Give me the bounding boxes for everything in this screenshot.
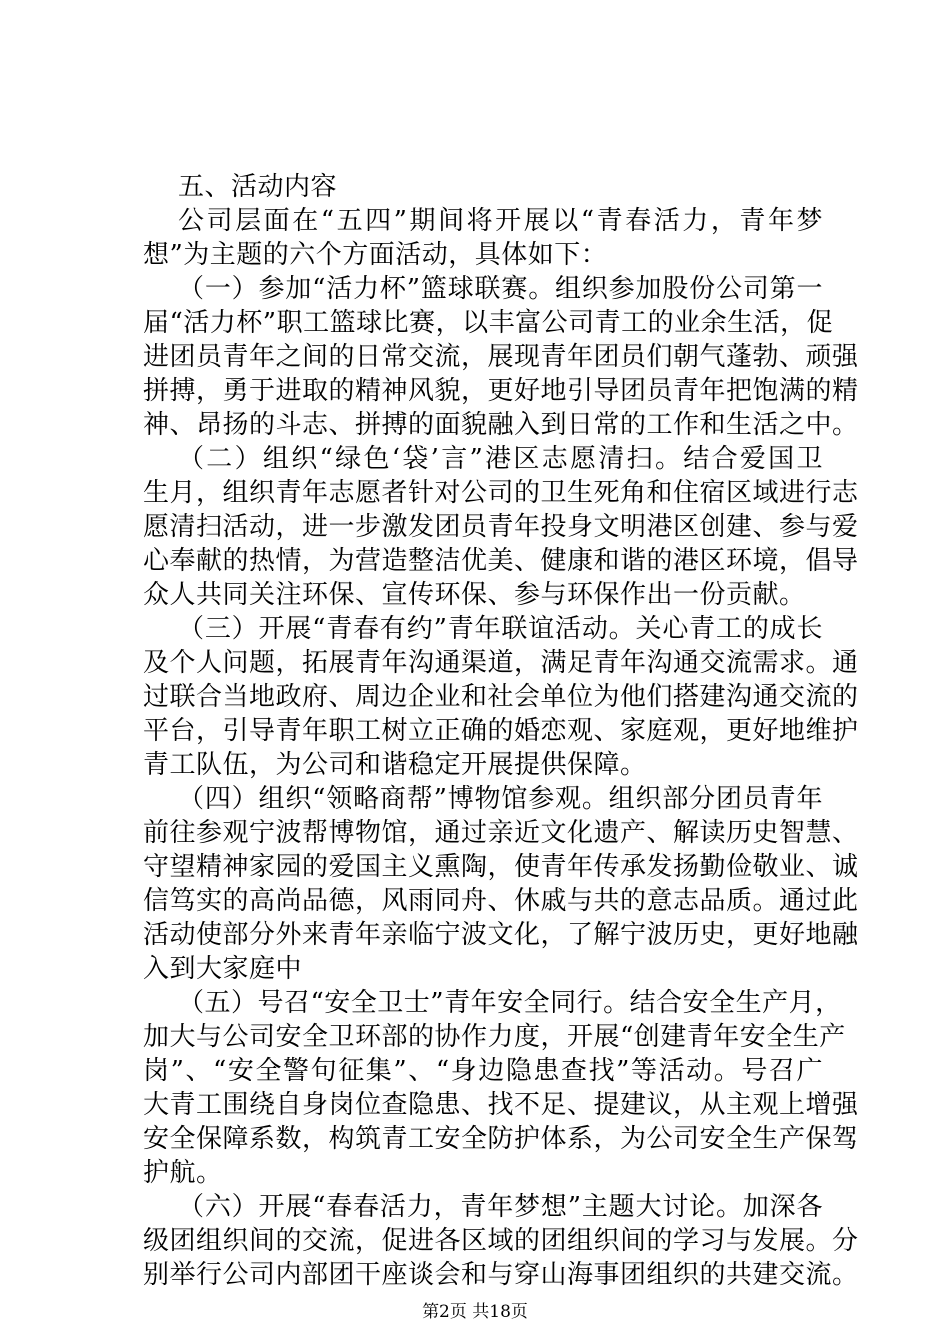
text-line: 进团员青年之间的日常交流，展现青年团员们朝气蓬勃、顽强 <box>143 342 859 372</box>
text-line: 守望精神家园的爱国主义熏陶，使青年传承发扬勤俭敬业、诚 <box>143 852 859 882</box>
text-line: 届“活力杯”职工篮球比赛，以丰富公司青工的业余生活，促 <box>143 308 834 338</box>
text-line: 平台，引导青年职工树立正确的婚恋观、家庭观，更好地维护 <box>143 716 859 746</box>
text-line: （三）开展“青春有约”青年联谊活动。关心青工的成长 <box>178 614 823 644</box>
text-line: 大青工围绕自身岗位查隐患、找不足、提建议，从主观上增强 <box>143 1090 859 1120</box>
text-line: 心奉献的热情，为营造整洁优美、健康和谐的港区环境，倡导 <box>143 546 859 576</box>
text-line: 安全保障系数，构筑青工安全防护体系，为公司安全生产保驾 <box>143 1124 859 1154</box>
text-line: （一）参加“活力杯”篮球联赛。组织参加股份公司第一 <box>178 274 823 304</box>
text-line: 想”为主题的六个方面活动，具体如下： <box>143 240 608 270</box>
text-line: 过联合当地政府、周边企业和社会单位为他们搭建沟通交流的 <box>143 682 859 712</box>
text-line: 拼搏，勇于进取的精神风貌，更好地引导团员青年把饱满的精 <box>143 376 859 406</box>
section-heading: 五、活动内容 <box>178 172 338 202</box>
text-line: （五）号召“安全卫士”青年安全同行。结合安全生产月， <box>178 988 842 1018</box>
text-line: 别举行公司内部团干座谈会和与穿山海事团组织的共建交流。 <box>143 1260 859 1290</box>
text-line: 众人共同关注环保、宣传环保、参与环保作出一份贡献。 <box>143 580 806 610</box>
text-line: 护航。 <box>143 1158 223 1188</box>
text-line: 生月，组织青年志愿者针对公司的卫生死角和住宿区域进行志 <box>143 478 859 508</box>
text-line: 加大与公司安全卫环部的协作力度，开展“创建青年安全生产 <box>143 1022 846 1052</box>
text-line: 信笃实的高尚品德，风雨同舟、休戚与共的意志品质。通过此 <box>143 886 859 916</box>
text-line: 神、昂扬的斗志、拼搏的面貌融入到日常的工作和生活之中。 <box>143 410 859 440</box>
text-line: 级团组织间的交流，促进各区域的团组织间的学习与发展。分 <box>143 1226 859 1256</box>
page-footer: 第2页 共18页 <box>422 1302 528 1322</box>
text-line: 及个人问题，拓展青年沟通渠道，满足青年沟通交流需求。通 <box>143 648 859 678</box>
text-line: 入到大家庭中 <box>143 954 303 984</box>
text-line: （四）组织“领略商帮”博物馆参观。组织部分团员青年 <box>178 784 823 814</box>
text-line: （六）开展“春春活力，青年梦想”主题大讨论。加深各 <box>178 1192 823 1222</box>
text-line: 愿清扫活动，进一步激发团员青年投身文明港区创建、参与爱 <box>143 512 859 542</box>
text-line: 前往参观宁波帮博物馆，通过亲近文化遗产、解读历史智慧、 <box>143 818 859 848</box>
text-line: 青工队伍，为公司和谐稳定开展提供保障。 <box>143 750 647 780</box>
text-line: 公司层面在“五四”期间将开展以“青春活力，青年梦 <box>178 206 823 236</box>
text-line: 活动使部分外来青年亲临宁波文化，了解宁波历史，更好地融 <box>143 920 859 950</box>
text-line: 岗”、“安全警句征集”、“身边隐患查找”等活动。号召广 <box>143 1056 823 1086</box>
text-line: （二）组织“绿色‘袋’言”港区志愿清扫。结合爱国卫 <box>178 444 823 474</box>
